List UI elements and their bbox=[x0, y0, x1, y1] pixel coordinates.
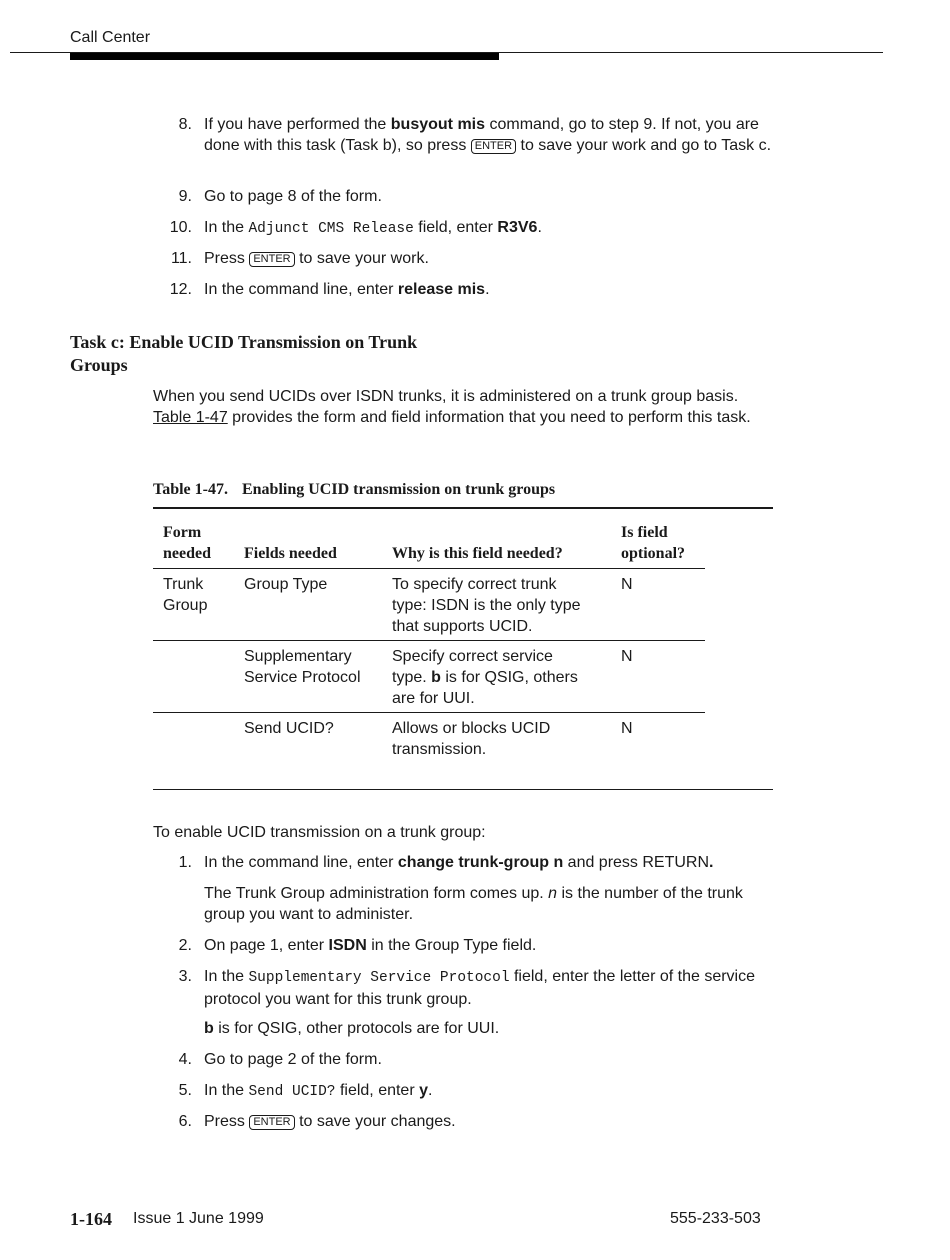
step-number: 11. bbox=[170, 250, 192, 267]
table-cell-field: Group Type bbox=[244, 576, 328, 593]
step-text: In the Supplementary Service Protocol field, enter the letter of the service protocol you want for this trunk group. bbox=[204, 968, 755, 1008]
table-cell-optional: N bbox=[621, 720, 633, 737]
document-number: 555-233-503 bbox=[670, 1210, 761, 1227]
field-name: Adjunct CMS Release bbox=[248, 221, 414, 237]
table-cell-why: To specify correct trunk type: ISDN is the only type that supports UCID. bbox=[392, 576, 581, 635]
table-reference-link[interactable]: Table 1-47 bbox=[153, 409, 228, 426]
field-name: Supplementary Service Protocol bbox=[248, 970, 510, 986]
procedure-lead: To enable UCID transmission on a trunk group: bbox=[153, 824, 486, 841]
running-header: Call Center bbox=[70, 29, 151, 46]
enter-key-icon: ENTER bbox=[249, 1115, 294, 1130]
enter-key-icon: ENTER bbox=[471, 139, 516, 154]
step-number: 5. bbox=[178, 1082, 192, 1099]
step-number: 3. bbox=[178, 968, 192, 985]
step-text: In the command line, enter change trunk-group n and press RETURN. bbox=[204, 854, 714, 871]
step-text: On page 1, enter ISDN in the Group Type field. bbox=[204, 937, 537, 954]
step-text: If you have performed the busyout mis command, go to step 9. If not, you are done with this task (Task b), so press ENTER to save your work and go to Task c. bbox=[204, 116, 772, 154]
table-cell-field: Supplementary Service Protocol bbox=[244, 648, 361, 686]
step-text: In the command line, enter release mis. bbox=[204, 281, 490, 298]
field-value: R3V6 bbox=[497, 219, 538, 236]
table-title: Enabling UCID transmission on trunk groups bbox=[241, 481, 556, 498]
step-text: In the Adjunct CMS Release field, enter R3V6. bbox=[204, 219, 542, 237]
step-text: Go to page 2 of the form. bbox=[204, 1051, 382, 1068]
step-number: 6. bbox=[178, 1113, 192, 1130]
table-cell-optional: N bbox=[621, 648, 633, 665]
command-text: busyout mis bbox=[390, 116, 486, 133]
field-name: Send UCID? bbox=[248, 1084, 336, 1100]
table-cell-why: Specify correct service type. b is for QSIG, others are for UUI. bbox=[392, 648, 578, 707]
command-text: change trunk-group n bbox=[397, 854, 564, 871]
command-text: release mis bbox=[397, 281, 486, 298]
table-number: Table 1-47. bbox=[153, 481, 228, 498]
section-intro: When you send UCIDs over ISDN trunks, it is administered on a trunk group basis. Table 1-47 provides the form and field information that you need to perform this task. bbox=[153, 388, 751, 426]
step-number: 12. bbox=[169, 281, 192, 298]
field-value: y bbox=[419, 1082, 429, 1099]
table-bottom-rule bbox=[153, 789, 773, 790]
field-value: ISDN bbox=[328, 937, 367, 954]
step-text: In the Send UCID? field, enter y. bbox=[204, 1082, 433, 1100]
step-number: 2. bbox=[178, 937, 192, 954]
table-top-rule bbox=[153, 507, 773, 509]
step-number: 8. bbox=[178, 116, 192, 133]
row-rule bbox=[153, 712, 705, 713]
step-note: b is for QSIG, other protocols are for UUI. bbox=[204, 1020, 500, 1037]
header-bar bbox=[70, 53, 499, 60]
column-header-fields: Fields needed bbox=[244, 545, 337, 562]
enter-key-icon: ENTER bbox=[249, 252, 294, 267]
step-text: Press ENTER to save your changes. bbox=[204, 1113, 456, 1130]
step-text: Press ENTER to save your work. bbox=[204, 250, 429, 267]
step-note: The Trunk Group administration form comes up. n is the number of the trunk group you want to administer. bbox=[204, 885, 743, 923]
table-cell-field: Send UCID? bbox=[244, 720, 334, 737]
header-rule bbox=[153, 568, 705, 569]
row-rule bbox=[153, 640, 705, 641]
table-cell-form: Trunk Group bbox=[163, 576, 208, 614]
step-number: 9. bbox=[178, 188, 192, 205]
step-text: Go to page 8 of the form. bbox=[204, 188, 382, 205]
issue-date: Issue 1 June 1999 bbox=[133, 1210, 264, 1227]
step-number: 1. bbox=[178, 854, 192, 871]
step-number: 10. bbox=[169, 219, 192, 236]
step-number: 4. bbox=[178, 1051, 192, 1068]
column-header-optional: Is field optional? bbox=[621, 524, 686, 562]
table-cell-why: Allows or blocks UCID transmission. bbox=[392, 720, 551, 758]
column-header-why: Why is this field needed? bbox=[392, 545, 563, 562]
page-number: 1-164 bbox=[70, 1209, 112, 1229]
section-heading: Task c: Enable UCID Transmission on Trunk Groups bbox=[70, 332, 418, 375]
table-caption bbox=[153, 481, 555, 499]
table-cell-optional: N bbox=[621, 576, 633, 593]
column-header-form: Form needed bbox=[163, 524, 211, 562]
